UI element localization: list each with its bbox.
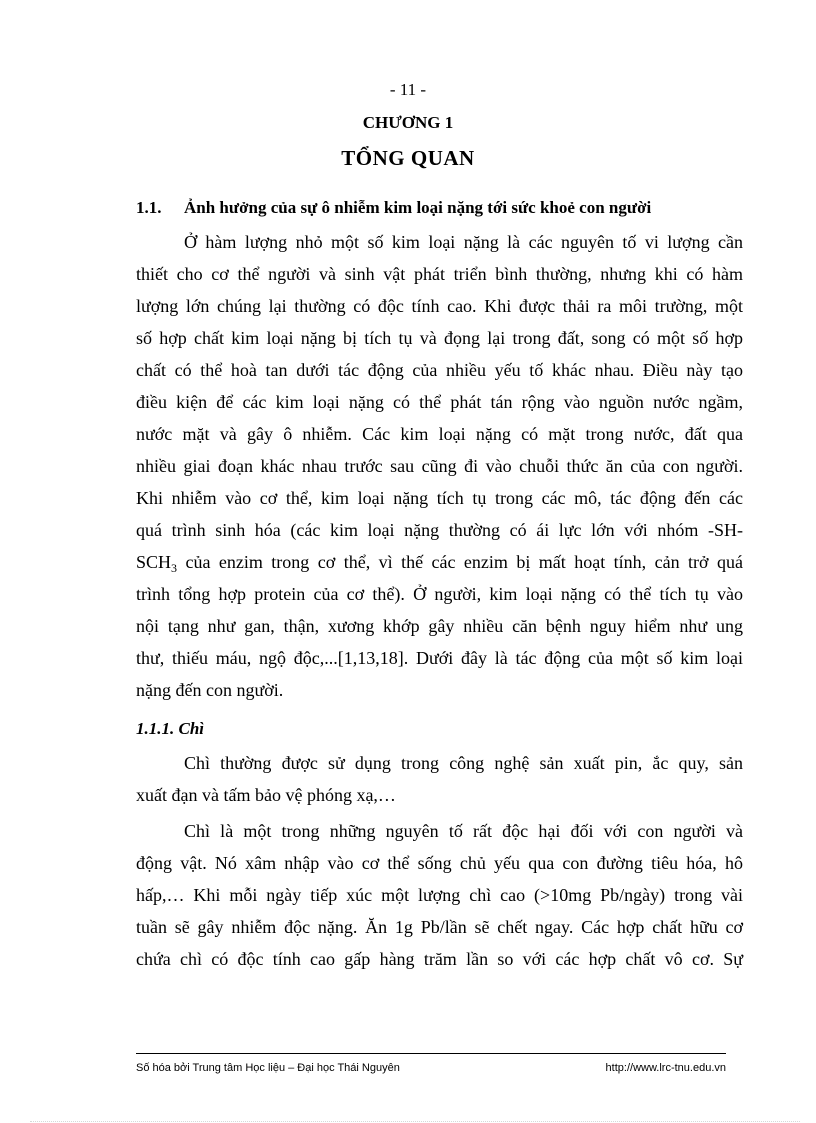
formula-text: SCH <box>136 552 172 572</box>
section-heading <box>136 198 651 218</box>
paragraph-line: chất có thể hoà tan dưới tác động của nhiều yếu tố khác nhau. Điều này tạo <box>136 360 743 380</box>
paragraph-line: Chì thường được sử dụng trong công nghệ sản xuất pin, ắc quy, sản <box>184 753 743 773</box>
paragraph-line: số hợp chất kim loại nặng bị tích tụ và đọng lại trong đất, song có một số hợp <box>136 328 743 348</box>
paragraph-line: nhiều giai đoạn khác nhau trước sau cũng đi vào chuỗi thức ăn của con người. <box>136 456 743 476</box>
paragraph-2 <box>136 747 743 811</box>
paragraph-line: nước mặt và gây ô nhiễm. Các kim loại nặng có mặt trong nước, đất qua <box>136 424 743 444</box>
paragraph-line-with-subscript <box>136 546 743 578</box>
subsection-heading: 1.1.1. Chì <box>136 719 205 738</box>
section-title: Ảnh hưởng của sự ô nhiễm kim loại nặng tới sức khoẻ con người <box>184 198 652 217</box>
paragraph-3 <box>136 815 743 975</box>
paragraph-line: quá trình sinh hóa (các kim loại nặng thường có ái lực lớn với nhóm -SH- <box>136 520 743 540</box>
paragraph-line: Ở hàm lượng nhỏ một số kim loại nặng là các nguyên tố vi lượng cần <box>184 232 743 252</box>
paragraph-line: xuất đạn và tấm bảo vệ phóng xạ,… <box>136 785 396 805</box>
footer-rule <box>136 1053 726 1054</box>
section-number: 1.1. <box>136 198 162 217</box>
paragraph-text: của enzim trong cơ thể, vì thế các enzim bị mất hoạt tính, cản trở quá <box>177 552 743 572</box>
paragraph-1 <box>136 226 743 706</box>
paragraph-line: điều kiện để các kim loại nặng có thể phát tán rộng vào nguồn nước ngầm, <box>136 392 743 412</box>
paragraph-line: nội tạng như gan, thận, xương khớp gây nhiều căn bệnh nguy hiểm như ung <box>136 616 743 636</box>
page-edge <box>30 1121 800 1122</box>
paragraph-line: trình tổng hợp protein của cơ thể). Ở người, kim loại nặng có thể tích tụ vào <box>136 584 743 604</box>
paragraph-line: nặng đến con người. <box>136 680 284 700</box>
paragraph-line: tuần sẽ gây nhiễm độc nặng. Ăn 1g Pb/lần sẽ chết ngay. Các hợp chất hữu cơ <box>136 917 743 937</box>
paragraph-line: thiết cho cơ thể người và sinh vật phát triển bình thường, nhưng khi có hàm <box>136 264 743 284</box>
paragraph-line: Chì là một trong những nguyên tố rất độc hại đối với con người và <box>184 821 743 841</box>
paragraph-line: hấp,… Khi mỗi ngày tiếp xúc một lượng chì cao (>10mg Pb/ngày) trong vài <box>136 885 743 905</box>
paragraph-line: động vật. Nó xâm nhập vào cơ thể sống chủ yếu qua con đường tiêu hóa, hô <box>136 853 743 873</box>
chapter-label: CHƯƠNG 1 <box>362 113 454 132</box>
paragraph-line: thư, thiếu máu, ngộ độc,...[1,13,18]. Dưới đây là tác động của một số kim loại <box>136 648 743 668</box>
footer-source: Số hóa bởi Trung tâm Học liệu – Đại học Thái Nguyên <box>136 1062 400 1074</box>
page-number: - 11 - <box>389 80 427 99</box>
paragraph-line: Khi nhiễm vào cơ thể, kim loại nặng tích tụ trong các mô, tác động đến các <box>136 488 743 508</box>
formula-subscript: 3 <box>171 561 178 575</box>
paragraph-line: chứa chì có độc tính cao gấp hàng trăm lần so với các hợp chất vô cơ. Sự <box>136 949 743 969</box>
chapter-title: TỔNG QUAN <box>341 146 475 170</box>
paragraph-line: lượng lớn chúng lại thường có độc tính cao. Khi được thải ra môi trường, một <box>136 296 743 316</box>
footer-url[interactable]: http://www.lrc-tnu.edu.vn <box>605 1062 726 1074</box>
